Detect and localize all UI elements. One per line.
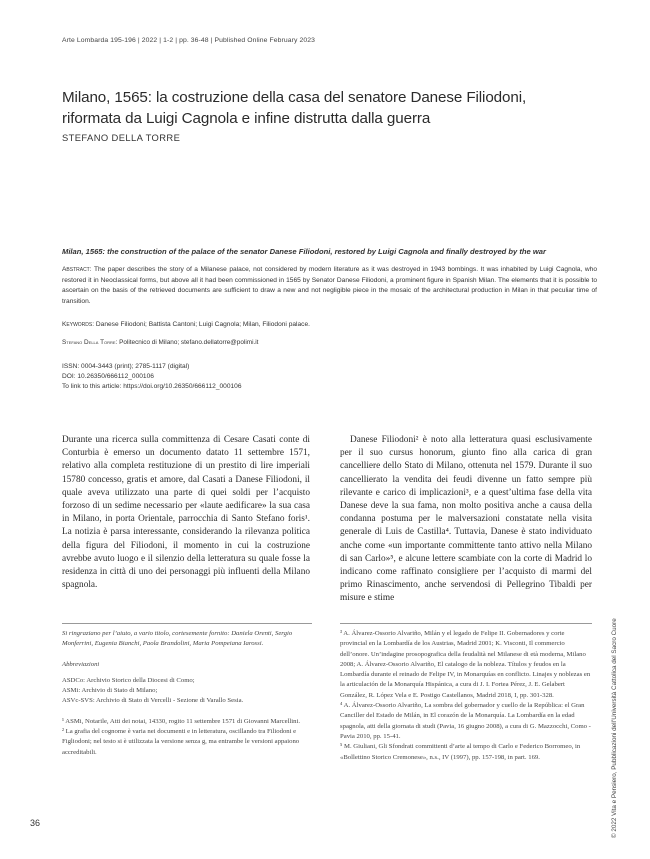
footnote-5: ⁵ M. Giuliani, Gli Sfondrati committenti d’arte al tempo di Carlo e Federico Borromeo, in «Bollettino Storico Cremonese», n.s., IV (1997), pp. 157-198, in part. 169. [340, 743, 581, 761]
issn: ISSN: 0004-3443 (print); 2785-1117 (digital) [62, 363, 190, 370]
abbreviation-item: ASVc-SVS: Archivio di Stato di Vercelli - Sezione di Varallo Sesia. [62, 697, 244, 705]
article-title-line-2: riformata da Luigi Cagnola e infine distrutta dalla guerra [62, 110, 431, 127]
body-paragraph: Durante una ricerca sulla committenza di Cesare Casati conte di Conturbia è emerso un documento datato 11 settembre 1571, relativo alla completa restituzione di un prestito di lire imperiali 15780 concesso, gratis et amore, dal Casati a Danese Filiodoni, il quale aveva utilizzato una parte di quei soldi per l’acquisto forzoso di un sedime necessario per «laute aedificare» la sua casa in Milano, in porta Orientale, parrocchia di Santo Stefano foris¹. La notizia è parsa interessante, considerando la rilevanza politica della figura del Filiodoni, il momento in cui la costruzione avrebbe avuto luogo e il silenzio della letteratura su quale fosse la residenza in città di uno dei personaggi più influenti della Milano spagnola. [62, 435, 310, 591]
footnote-3: ³ A. Álvarez-Ossorio Alvariño, Milán y el legado de Felipe II. Gobernadores y corte provincial en la Lombardía de los Austrias, Madrid 2001; K. Visconti, Il commercio dell’onore. Un’indagine prosopografica della feudalità nel Milanese di età moderna, Milano 2008; A. Álvarez-Ossorio Alvariño, El catalogo de la nobleza. Títulos y feudos en la Lombardía durante el reinado de Felipe IV, in Monarquías en conflicto. Linajes y noblezas en la articulación de la Monarquía Hispánica, a cura di J. I. Fortea Pérez, J. E. Gelabert González, R. López Vela e E. Postigo Castellanos, Madrid 2018, I, pp. 301-328. [340, 630, 591, 699]
abstract-text: The paper describes the story of a Milanese palace, not considered by modern literature as it was destroyed in 1943 bombings. It was inhabited by Luigi Cagnola, who restored it in Neoclassical forms, but above all it had been commissioned in 1565 by Senator Danese Filiodoni, a prominent figure in Spanish Milan. The elements that it is possible to ascertain on the basis of the retrieved documents are sufficient to draw a new and not negligible piece in the mosaic of the architectural production in Milan in that peculiar time of transition. [62, 266, 597, 305]
footnote-1: ¹ ASMi, Notarile, Atti dei notai, 14330, rogito 11 settembre 1571 di Giovanni Marcellini. [62, 717, 301, 725]
page-number: 36 [30, 818, 41, 828]
article-title [62, 87, 562, 129]
body-column-right [340, 434, 592, 606]
abstract [62, 265, 597, 307]
article-identifiers [62, 362, 242, 392]
footnote-2: ² La grafia del cognome è varia nei documenti e in letteratura, oscillando tra Filiodoni e Figliodoni; nel testo si è utilizzata la versione senza g, ma entrambe le versioni appaiono accreditabili. [62, 728, 300, 756]
body-column-left [62, 434, 310, 592]
author-name: STEFANO DELLA TORRE [62, 132, 181, 143]
footnote-rule-right [340, 623, 592, 624]
author-affiliation [62, 339, 258, 346]
doi[interactable]: DOI: 10.26350/666112_000106 [62, 373, 154, 380]
keywords-text: Danese Filiodoni; Battista Cantoni; Luigi Cagnola; Milan, Filiodoni palace. [95, 321, 310, 328]
footnote-4: ⁴ A. Álvarez-Ossorio Alvariño, La sombra del gobernador y cuello de la República: el Gran Canciller del Estado de Milán, in El corazón de la Monarquía. La Lombardía en la edad spagnola, atti della giornata di studi (Pavia, 16 giugno 2008), a cura di G. Mazzocchi, Como - Pavia 2010, pp. 15-41. [340, 702, 591, 740]
acknowledgement-note: Si ringraziano per l’aiuto, a vario titolo, cortesemente fornito: Daniela Orenti, Sergio Monferrini, Eugenia Bianchi, Paola Brandolini, Maria Pompeiana Iarossi. [62, 630, 293, 648]
english-title: Milan, 1565: the construction of the palace of the senator Danese Filiodoni, restored by Luigi Cagnola and finally destroyed by the war [62, 247, 546, 256]
article-link[interactable]: To link to this article: https://doi.org/10.26350/666112_000106 [62, 383, 242, 390]
side-copyright-notice: © 2022 Vita e Pensiero, Pubblicazioni dell’Università Cattolica del Sacro Cuore [611, 618, 618, 838]
keywords-label: Keywords: [62, 321, 95, 328]
affiliation-text: Politecnico di Milano; stefano.dellatorre@polimi.it [119, 339, 259, 346]
footnote-rule-left [62, 623, 312, 624]
keywords [62, 321, 310, 328]
article-title-line-1: Milano, 1565: la costruzione della casa del senatore Danese Filiodoni, [62, 89, 527, 106]
body-paragraph: Danese Filiodoni² è noto alla letteratura quasi esclusivamente per il suo cursus honorum, giunto fino alla carica di gran cancelliere dello Stato di Milano, ottenuta nel 1579. Durante il suo cancellierato la vendita dei feudi divenne un fatto sempre più rilevante e carico di implicazioni³, e a quest’ultima fase della vita Danese deve la sua fama, non molto positiva anche a causa della condanna postuma per le malversazioni constatate nella visita generale di Luis de Castilla⁴. Tuttavia, Danese è stato individuato anche come «un importante committente tanto attivo nella Milano di san Carlo»⁵, e alcune lettere scambiate con la corte di Madrid lo indicano come raffinato consigliere per l’acquisto di marmi del primo Rinascimento, anche servendosi di Pellegrino Tibaldi per misure e stime [340, 435, 592, 604]
footnotes-left [62, 629, 312, 758]
abstract-label: Abstract: [62, 266, 92, 273]
abbreviation-item: ASMi: Archivio di Stato di Milano; [62, 687, 158, 695]
abbreviations-heading: Abbreviazioni [62, 660, 100, 668]
affiliation-name: Stefano Della Torre: [62, 339, 118, 346]
abbreviation-item: ASDCo: Archivio Storico della Diocesi di Como; [62, 676, 195, 684]
journal-meta-line: Arte Lombarda 195-196 | 2022 | 1-2 | pp. 36-48 | Published Online February 2023 [62, 37, 316, 44]
footnotes-right [340, 629, 592, 763]
